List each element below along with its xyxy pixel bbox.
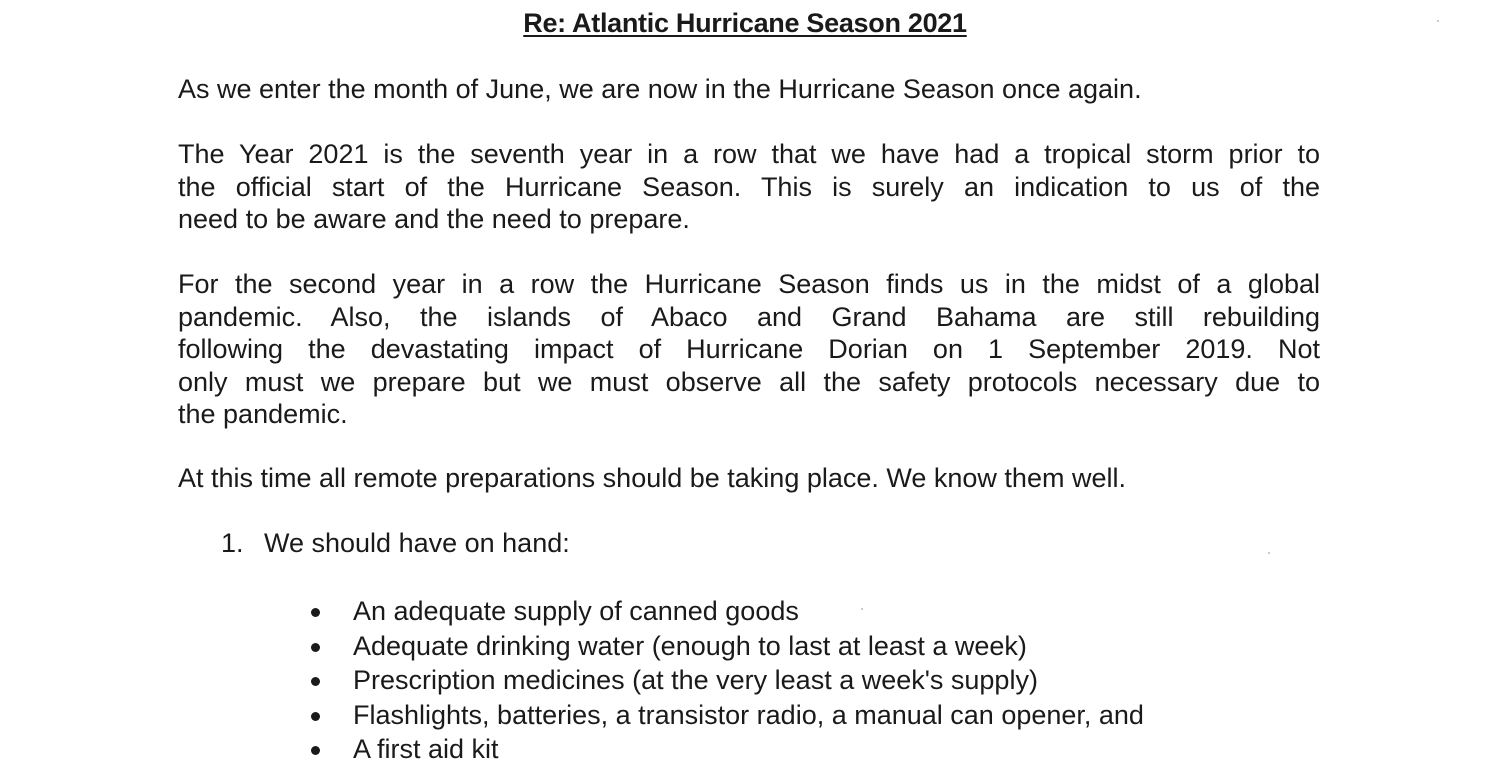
scan-speck	[1268, 552, 1270, 554]
paragraph-june	[178, 73, 1320, 106]
page-title: Re: Atlantic Hurricane Season 2021	[523, 8, 967, 38]
item-text: We should have on hand:	[264, 528, 570, 558]
paragraph-line: At this time all remote preparations should be taking place. We know them well.	[178, 463, 1126, 493]
list-item	[306, 663, 1144, 698]
scan-speck	[1437, 20, 1439, 22]
list-item	[306, 732, 1144, 767]
bullet-icon	[311, 608, 320, 617]
list-item	[306, 629, 1144, 664]
paragraph-line: For the second year in a row the Hurricane Season finds us in the midst of a global	[178, 269, 1320, 299]
paragraph-line: the pandemic.	[178, 399, 348, 429]
paragraph-pandemic	[178, 268, 1320, 431]
list-item-text: An adequate supply of canned goods	[353, 596, 799, 626]
item-number: 1.	[221, 528, 244, 558]
bullet-icon	[311, 746, 320, 755]
scan-speck	[861, 608, 863, 610]
paragraph-line: the official start of the Hurricane Season. This is surely an indication to us of the	[178, 171, 1320, 202]
list-item-text: Flashlights, batteries, a transistor radio, a manual can opener, and	[353, 699, 1144, 730]
list-item	[306, 698, 1144, 733]
list-item-text: Prescription medicines (at the very least a week's supply)	[353, 665, 1038, 695]
list-item	[306, 594, 1144, 629]
numbered-item	[221, 527, 570, 560]
list-item-text: A first aid kit	[353, 734, 499, 764]
paragraph-line: As we enter the month of June, we are now in the Hurricane Season once again.	[178, 74, 1142, 104]
bullet-icon	[311, 712, 320, 721]
paragraph-tropical-storm	[178, 138, 1320, 236]
bullet-icon	[311, 643, 320, 652]
list-item-text: Adequate drinking water (enough to last at least a week)	[353, 630, 1027, 661]
paragraph-line: need to be aware and the need to prepare.	[178, 204, 690, 234]
paragraph-line: pandemic. Also, the islands of Abaco and Grand Bahama are still rebuilding	[178, 301, 1320, 332]
paragraph-preparations	[178, 462, 1320, 495]
paragraph-line: following the devastating impact of Hurricane Dorian on 1 September 2019. Not	[178, 334, 1320, 364]
paragraph-line: only must we prepare but we must observe all the safety protocols necessary due to	[178, 366, 1320, 397]
bullet-icon	[311, 677, 320, 686]
supply-list	[306, 594, 1144, 767]
paragraph-line: The Year 2021 is the seventh year in a row that we have had a tropical storm prior to	[178, 139, 1320, 169]
